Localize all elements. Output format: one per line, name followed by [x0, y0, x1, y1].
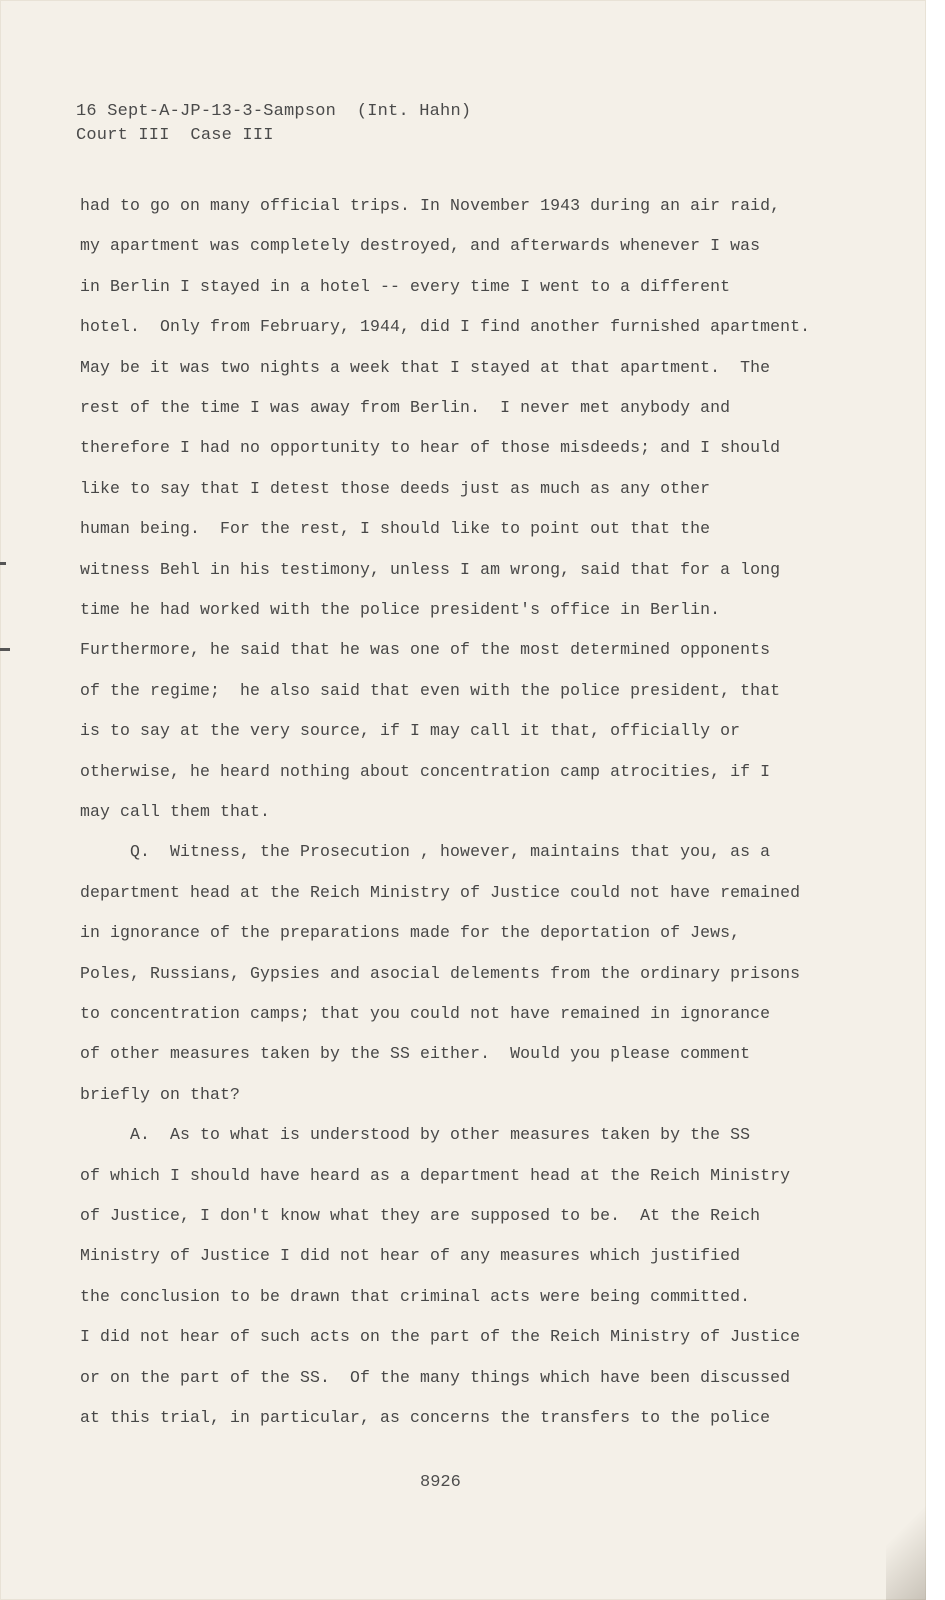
text-line: of the regime; he also said that even with the police president, that: [80, 681, 781, 700]
text-line: had to go on many official trips. In November 1943 during an air raid,: [80, 196, 781, 215]
text-line: at this trial, in particular, as concerns the transfers to the police: [80, 1408, 771, 1427]
page-number: 8926: [420, 1473, 461, 1492]
text-line: my apartment was completely destroyed, and afterwards whenever I was: [80, 236, 761, 255]
text-line: or on the part of the SS. Of the many things which have been discussed: [80, 1368, 791, 1387]
text-line: I did not hear of such acts on the part of the Reich Ministry of Justice: [80, 1327, 801, 1346]
text-line: in ignorance of the preparations made for the deportation of Jews,: [80, 923, 741, 942]
text-line: briefly on that?: [80, 1085, 241, 1104]
text-line: May be it was two nights a week that I stayed at that apartment. The: [80, 358, 771, 377]
text-line: rest of the time I was away from Berlin. I never met anybody and: [80, 398, 731, 417]
margin-mark: [0, 648, 10, 651]
text-line: otherwise, he heard nothing about concentration camp atrocities, if I: [80, 762, 771, 781]
text-line: Ministry of Justice I did not hear of any measures which justified: [80, 1246, 741, 1265]
text-line: department head at the Reich Ministry of Justice could not have remained: [80, 883, 801, 902]
text-line: is to say at the very source, if I may call it that, officially or: [80, 721, 741, 740]
page-edge-shadow: [886, 1480, 926, 1600]
text-line: therefore I had no opportunity to hear of those misdeeds; and I should: [80, 438, 781, 457]
text-line: Furthermore, he said that he was one of the most determined opponents: [80, 640, 771, 659]
text-line: may call them that.: [80, 802, 271, 821]
text-line: like to say that I detest those deeds just as much as any other: [80, 479, 711, 498]
text-line: Poles, Russians, Gypsies and asocial delements from the ordinary prisons: [80, 964, 801, 983]
document-header: [76, 100, 471, 148]
header-session-line: 16 Sept-A-JP-13-3-Sampson (Int. Hahn): [76, 102, 472, 121]
text-line: time he had worked with the police president's office in Berlin.: [80, 600, 721, 619]
text-line: in Berlin I stayed in a hotel -- every time I went to a different: [80, 277, 731, 296]
text-line: the conclusion to be drawn that criminal acts were being committed.: [80, 1287, 751, 1306]
text-line: witness Behl in his testimony, unless I am wrong, said that for a long: [80, 560, 781, 579]
text-line: of other measures taken by the SS either. Would you please comment: [80, 1044, 751, 1063]
text-line: of Justice, I don't know what they are supposed to be. At the Reich: [80, 1206, 761, 1225]
text-line: Q. Witness, the Prosecution , however, maintains that you, as a: [80, 842, 771, 861]
text-line: human being. For the rest, I should like to point out that the: [80, 519, 711, 538]
text-line: hotel. Only from February, 1944, did I find another furnished apartment.: [80, 317, 811, 336]
margin-mark: [0, 562, 6, 565]
text-line: of which I should have heard as a department head at the Reich Ministry: [80, 1166, 791, 1185]
text-line: to concentration camps; that you could not have remained in ignorance: [80, 1004, 771, 1023]
header-court-line: Court III Case III: [76, 126, 274, 145]
text-line: A. As to what is understood by other measures taken by the SS: [80, 1125, 751, 1144]
